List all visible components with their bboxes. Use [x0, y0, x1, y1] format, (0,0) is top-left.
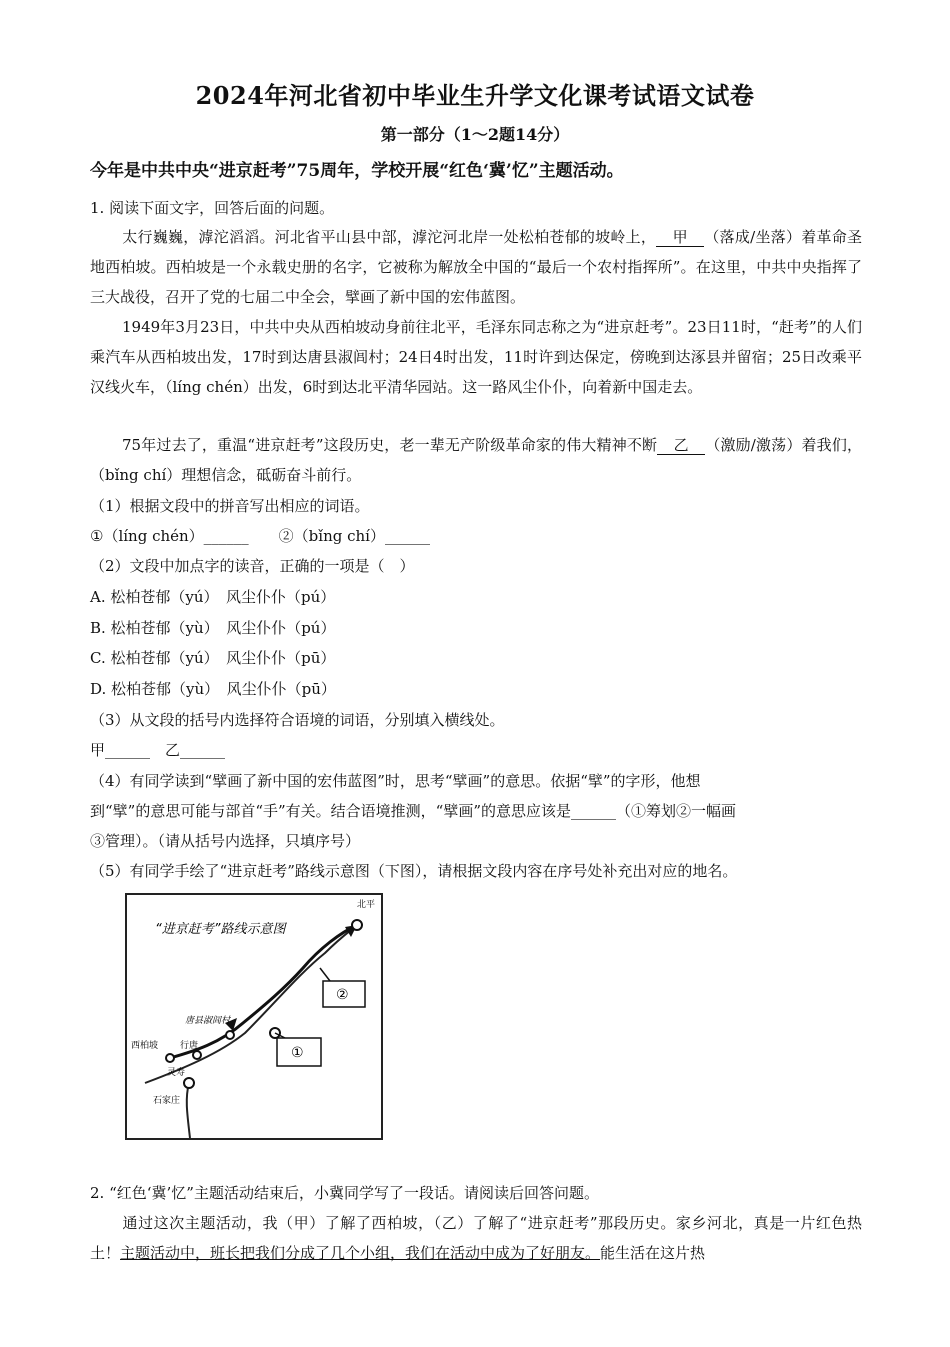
- q2-text-a: 通过这次主题活动，我（甲）了解了西柏坡，（乙）了解了“进京赶考”那段历史。家乡河北，真是一片红色热土！: [90, 1214, 862, 1262]
- activity-intro: 今年是中共中央“进京赶考”75周年，学校开展“红色‘冀’忆”主题活动。: [90, 161, 624, 181]
- map-title: “进京赶考”路线示意图: [155, 922, 286, 937]
- q1-p1-text-a: 太行巍巍，滹沱滔滔。河北省平山县中部，滹沱河北岸一处松柏苍郁的坡岭上，: [122, 228, 657, 246]
- q1-sub3-answer: 甲______ 乙______: [90, 741, 226, 759]
- q1-sub3: （3）从文段的括号内选择符合语境的词语，分别填入横线处。: [90, 711, 505, 729]
- q1-passage-p3: [90, 430, 862, 490]
- q1-sub5: （5）有同学手绘了“进京赶考”路线示意图（下图），请根据文段内容在序号处补充出对应的地名。: [90, 862, 738, 880]
- xingtang-point: [193, 1051, 201, 1059]
- blank-yi: 乙: [657, 436, 705, 455]
- callout-1-mark: ①: [291, 1045, 304, 1061]
- blank-jia: 甲: [656, 228, 704, 247]
- q1-sub4-line2: 到“擘”的意思可能与部首“手”有关。结合语境推测，“擘画”的意思应该是______（①筹划②一幅画: [90, 802, 737, 820]
- xibaipo-point: [166, 1054, 174, 1062]
- label-shijiazhuang: 石家庄: [153, 1096, 181, 1106]
- q1-p3-text-a: 75年过去了，重温“进京赶考”这段历史，老一辈无产阶级革命家的伟大精神不断: [122, 436, 658, 454]
- option-b: B. 松柏苍郁（yù） 风尘仆仆（pú）: [90, 619, 336, 637]
- q2-stem: 2. “红色‘冀’忆”主题活动结束后，小冀同学写了一段话。请阅读后回答问题。: [90, 1184, 599, 1202]
- q1-stem: 1. 阅读下面文字，回答后面的问题。: [90, 199, 335, 217]
- q1-passage-p2: [90, 312, 862, 402]
- part-heading: 第一部分（1～2题14分）: [380, 125, 570, 144]
- route-map-svg: [125, 893, 383, 1140]
- label-tangxian: 唐县淑闾村: [185, 1016, 231, 1026]
- q1-sub1-answer: ①（líng chén）______ ②（bǐng chí）______: [90, 527, 430, 545]
- q1-sub1: （1）根据文段中的拼音写出相应的词语。: [90, 497, 370, 515]
- exam-title: 2024年河北省初中毕业生升学文化课考试语文试卷: [195, 81, 755, 110]
- label-xibaipo: 西柏坡: [131, 1041, 159, 1051]
- q2-underlined-sentence: 主题活动中，班长把我们分成了几个小组，我们在活动中成为了好朋友。: [120, 1244, 601, 1262]
- q1-sub4-line3: ③管理）。（请从括号内选择，只填序号）: [90, 832, 361, 850]
- q1-sub2: （2）文段中加点字的读音，正确的一项是（ ）: [90, 557, 415, 575]
- tangxian-point: [226, 1031, 234, 1039]
- option-c: C. 松柏苍郁（yú） 风尘仆仆（pū）: [90, 649, 336, 667]
- q1-p3-text-b: （激励/激荡）着我们，（bǐng chí）理想信念，砥砺奋斗前行。: [90, 436, 862, 484]
- label-xingtang: 行唐: [180, 1041, 199, 1051]
- q1-sub4-line1: （4）有同学读到“擘画了新中国的宏伟蓝图”时，思考“擘画”的意思。依据“擘”的字形，他想: [90, 772, 701, 790]
- q1-p2-text: 1949年3月23日，中共中央从西柏坡动身前往北平，毛泽东同志称之为“进京赶考”。23日11时，“赶考”的人们乘汽车从西柏坡出发，17时到达唐县淑闾村；24日4时出发，11时许到达保定，傍晚到达涿县并留宿；25日改乘平汉线火车，（líng chén）出发，6时到达北平清华园站。这一路风尘仆仆，向着新中国走去。: [90, 318, 862, 396]
- option-a: A. 松柏苍郁（yú） 风尘仆仆（pú）: [90, 588, 336, 606]
- callout-2-mark: ②: [336, 987, 349, 1003]
- beiping-point: [352, 920, 362, 930]
- q2-text-b: 能生活在这片热: [600, 1244, 706, 1262]
- label-beiping: 北平: [357, 900, 376, 910]
- route-map: [125, 893, 383, 1140]
- q2-passage: [90, 1208, 862, 1268]
- option-d: D. 松柏苍郁（yù） 风尘仆仆（pū）: [90, 680, 336, 698]
- q1-passage-p1: [90, 222, 862, 312]
- q1-p1-text-b: （落成/坐落）着革命圣地西柏坡。西柏坡是一个永载史册的名字，它被称为解放全中国的“最后一个农村指挥所”。在这里，中共中央指挥了三大战役，召开了党的七届二中全会，擘画了新中国的宏伟蓝图。: [90, 228, 862, 306]
- shijiazhuang-point: [184, 1078, 194, 1088]
- label-lingshou: 灵寿: [167, 1068, 186, 1078]
